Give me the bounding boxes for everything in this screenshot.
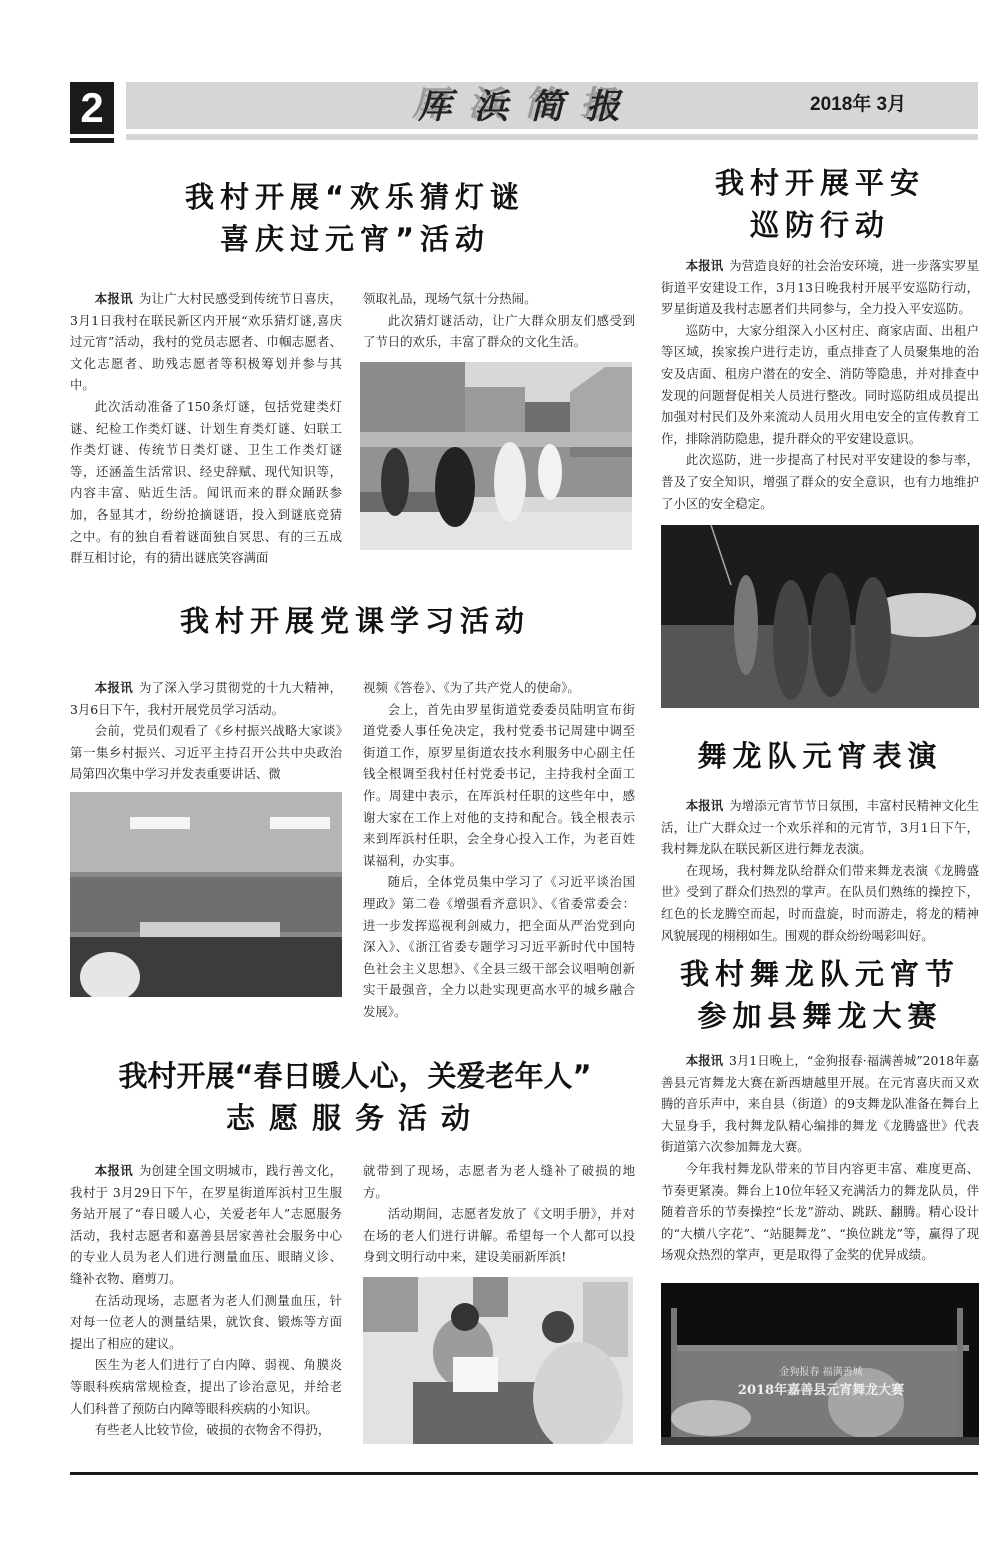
article-elderly-col1 bbox=[70, 1160, 342, 1441]
paragraph: 医生为老人们进行了白内障、弱视、角膜炎等眼科疾病常规检查，提出了诊治意见，并给老人们科普了预防白内障等眼科疾病的小知识。 bbox=[70, 1357, 342, 1416]
headline-line: 我村舞龙队元宵节 bbox=[679, 957, 960, 991]
paragraph: 本报讯 为让广大村民感受到传统节日喜庆，3月1日我村在联民新区内开展“欢乐猜灯谜,喜庆过元宵”活动，我村的党员志愿者、巾帼志愿者、文化志愿者、助残志愿者等积极筹划并参与其中。 bbox=[70, 291, 343, 393]
paragraph: 今年我村舞龙队带来的节目内容更丰富、难度更高、节奏更紧凑。舞台上10位年轻又充满活力的舞龙队员，伴随着音乐的节奏操控“长龙”游动、跳跃、翻腾。精心设计的“大横八字花”、“站腿舞龙”、“换位跳龙”等，赢得了现场观众热烈的掌声，更是取得了金奖的优异成绩。 bbox=[661, 1160, 979, 1263]
headline-line: 我村开展“春日暖人心，关爱老年人” bbox=[118, 1059, 592, 1093]
article-dragon-show-headline: 舞龙队元宵表演 bbox=[697, 739, 943, 773]
paragraph: 领取礼品，现场气氛十分热闹。 bbox=[363, 291, 537, 306]
article-party-class-col2 bbox=[363, 677, 635, 1023]
paragraph: 活动期间，志愿者发放了《文明手册》，并对在场的老人们进行讲解。希望每一个人都可以投身到文明行动中来，建设美丽新厍浜! bbox=[363, 1206, 635, 1265]
page-number-underline bbox=[70, 138, 114, 143]
dateline: 本报讯 bbox=[685, 258, 724, 273]
headline-line: 巡防行动 bbox=[749, 208, 890, 242]
dateline: 本报讯 bbox=[94, 1163, 133, 1178]
article-lantern-col1 bbox=[70, 288, 342, 569]
paragraph: 随后，全体党员集中学习了《习近平谈治国理政》第二卷《增强看齐意识》、《省委常委会：进一步发挥巡视利剑威力，把全面从严治党到向深入》、《浙江省委专题学习习近平新时代中国特色社会主义思想》、《全县三级干部会议唱响创新实干最强音，全力以赴实现更高水平的城乡融合发展》。 bbox=[363, 874, 635, 1019]
article-elderly-col2 bbox=[363, 1160, 635, 1268]
dateline: 本报讯 bbox=[685, 1053, 724, 1068]
paragraph: 巡防中，大家分组深入小区村庄、商家店面、出租户等区域，挨家挨户进行走访，重点排查了人员聚集地的治安及店面、租房户潜在的安全、消防等隐患，并对排查中发现的问题督促相关人员进行整改。同时巡防组成员提出加强对村民们及外来流动人员用火用电安全的宣传教育工作，排除消防隐患，提升群众的平安建设意识。 bbox=[661, 322, 979, 446]
dateline: 本报讯 bbox=[685, 798, 724, 813]
dateline: 本报讯 bbox=[94, 291, 133, 306]
paragraph: 会前，党员们观看了《乡村振兴战略大家谈》第一集乡村振兴、习近平主持召开公共中央政治局第四次集中学习并发表重要讲话、微 bbox=[70, 723, 342, 782]
footer-rule bbox=[70, 1472, 978, 1475]
article-lantern-col2 bbox=[363, 288, 635, 353]
article-dragon-show-body bbox=[661, 795, 979, 946]
paragraph: 本报讯 为增添元宵节节日氛围，丰富村民精神文化生活，让广大群众过一个欢乐祥和的元宵节，3月1日下午，我村舞龙队在联民新区进行舞龙表演。 bbox=[661, 798, 980, 857]
stage-banner-title: 2018年嘉善县元宵舞龙大赛 bbox=[737, 1383, 905, 1398]
paragraph: 此次巡防，进一步提高了村民对平安建设的参与率，普及了安全知识，增强了群众的安全意识，也有力地维护了小区的安全稳定。 bbox=[661, 452, 979, 511]
paragraph: 本报讯 为了深入学习贯彻党的十九大精神，3月6日下午，我村开展党员学习活动。 bbox=[70, 680, 343, 717]
article-lantern-headline bbox=[70, 176, 640, 260]
paragraph: 此次猜灯谜活动，让广大群众朋友们感受到了节日的欢乐，丰富了群众的文化生活。 bbox=[363, 312, 635, 350]
paragraph: 在现场，我村舞龙队给群众们带来舞龙表演《龙腾盛世》受到了群众们热烈的掌声。在队员们熟练的操控下，红色的长龙腾空而起，时而盘旋，时而游走，将龙的精神风貌展现的栩栩如生。围观的群众纷纷喝彩叫好。 bbox=[661, 862, 979, 943]
page-number: 2 bbox=[70, 82, 114, 134]
paragraph: 会上，首先由罗星街道党委委员陆明宣布街道党委人事任免决定，我村党委书记周建中调至街道工作，原罗星街道农技水利服务中心副主任钱全根调至我村任村党委书记，主持我村全面工作。周建中表示，在厍浜村任职的这些年中，感谢大家在工作上对他的支持和配合。钱全根表示来到厍浜村任职，会全身心投入工作，为老百姓谋福利，办实事。 bbox=[363, 701, 635, 868]
article-patrol-body bbox=[661, 255, 979, 514]
paragraph: 就带到了现场，志愿者为老人缝补了破损的地方。 bbox=[363, 1163, 635, 1200]
night-patrol-photo bbox=[661, 525, 979, 708]
headline-line: 我村开展平安 bbox=[714, 166, 925, 200]
paragraph: 视频《答卷》、《为了共产党人的使命》。 bbox=[363, 680, 580, 695]
paragraph: 在活动现场，志愿者为老人们测量血压，针对每一位老人的测量结果，就饮食、锻炼等方面提出了相应的建议。 bbox=[70, 1292, 342, 1351]
article-patrol-headline bbox=[660, 162, 980, 246]
party-meeting-hall-photo bbox=[70, 792, 342, 997]
paragraph: 本报讯 为营造良好的社会治安环境，进一步落实罗星街道平安建设工作，3月13日晚我村开展平安巡防行动，罗星街道及我村志愿者们共同参与，全力投入平安巡防。 bbox=[661, 258, 980, 317]
article-dragon-contest-body bbox=[661, 1050, 979, 1266]
stage-banner-slogan: 金狗报春 福满善城 bbox=[779, 1367, 863, 1378]
dateline: 本报讯 bbox=[94, 680, 133, 695]
blood-pressure-check-photo bbox=[363, 1277, 633, 1444]
article-party-class-col1 bbox=[70, 677, 342, 785]
headline-line: 喜庆过元宵”活动 bbox=[219, 222, 491, 256]
paragraph: 本报讯 为创建全国文明城市，践行善文化，我村于 3月29日下午，在罗星街道厍浜村卫生服务站开展了“春日暖人心，关爱老年人”志愿服务活动，我村志愿者和嘉善县居家善社会服务中心的专业人员为老人们进行测量血压、眼睛义诊、缝补衣物、磨剪刀。 bbox=[70, 1163, 343, 1286]
paragraph: 有些老人比较节俭，破损的衣物舍不得扔， bbox=[94, 1422, 331, 1438]
dragon-stage-photo bbox=[661, 1283, 979, 1445]
masthead-underline bbox=[126, 134, 978, 140]
article-dragon-contest-headline bbox=[660, 953, 980, 1037]
paragraph: 此次活动准备了150条灯谜，包括党建类灯谜、纪检工作类灯谜、计划生育类灯谜、妇联工作类灯谜、传统节日类灯谜、卫生工作类灯谜等，还涵盖生活常识、经史辞赋、现代知识等，内容丰富、贴近生活。闻讯而来的群众踊跃参加，各显其才，纷纷抢摘谜语，投入到谜底竞猜之中。有的独自看着谜面独自冥思、有的三五成群互相讨论，有的猜出谜底笑容满面 bbox=[70, 398, 342, 566]
paper-name-logo: 厍浜简报 bbox=[418, 87, 642, 127]
headline-line: 参加县舞龙大赛 bbox=[697, 999, 943, 1033]
article-party-class-headline: 我村开展党课学习活动 bbox=[179, 604, 530, 638]
lantern-riddle-crowd-photo bbox=[360, 362, 632, 550]
issue-date: 2018年 3月 bbox=[810, 94, 907, 115]
paragraph: 本报讯 3月1日晚上，“金狗报春·福满善城”2018年嘉善县元宵舞龙大赛在新西塘越里开展。在元宵喜庆而又欢腾的音乐声中，来自县（街道）的9支舞龙队准备在舞台上大显身手，我村舞龙队精心编排的舞龙《龙腾盛世》代表街道第六次参加舞龙大赛。 bbox=[661, 1053, 979, 1155]
article-elderly-headline bbox=[70, 1055, 640, 1139]
headline-line: 志愿服务活动 bbox=[225, 1101, 484, 1135]
headline-line: 我村开展“欢乐猜灯谜 bbox=[184, 180, 526, 214]
